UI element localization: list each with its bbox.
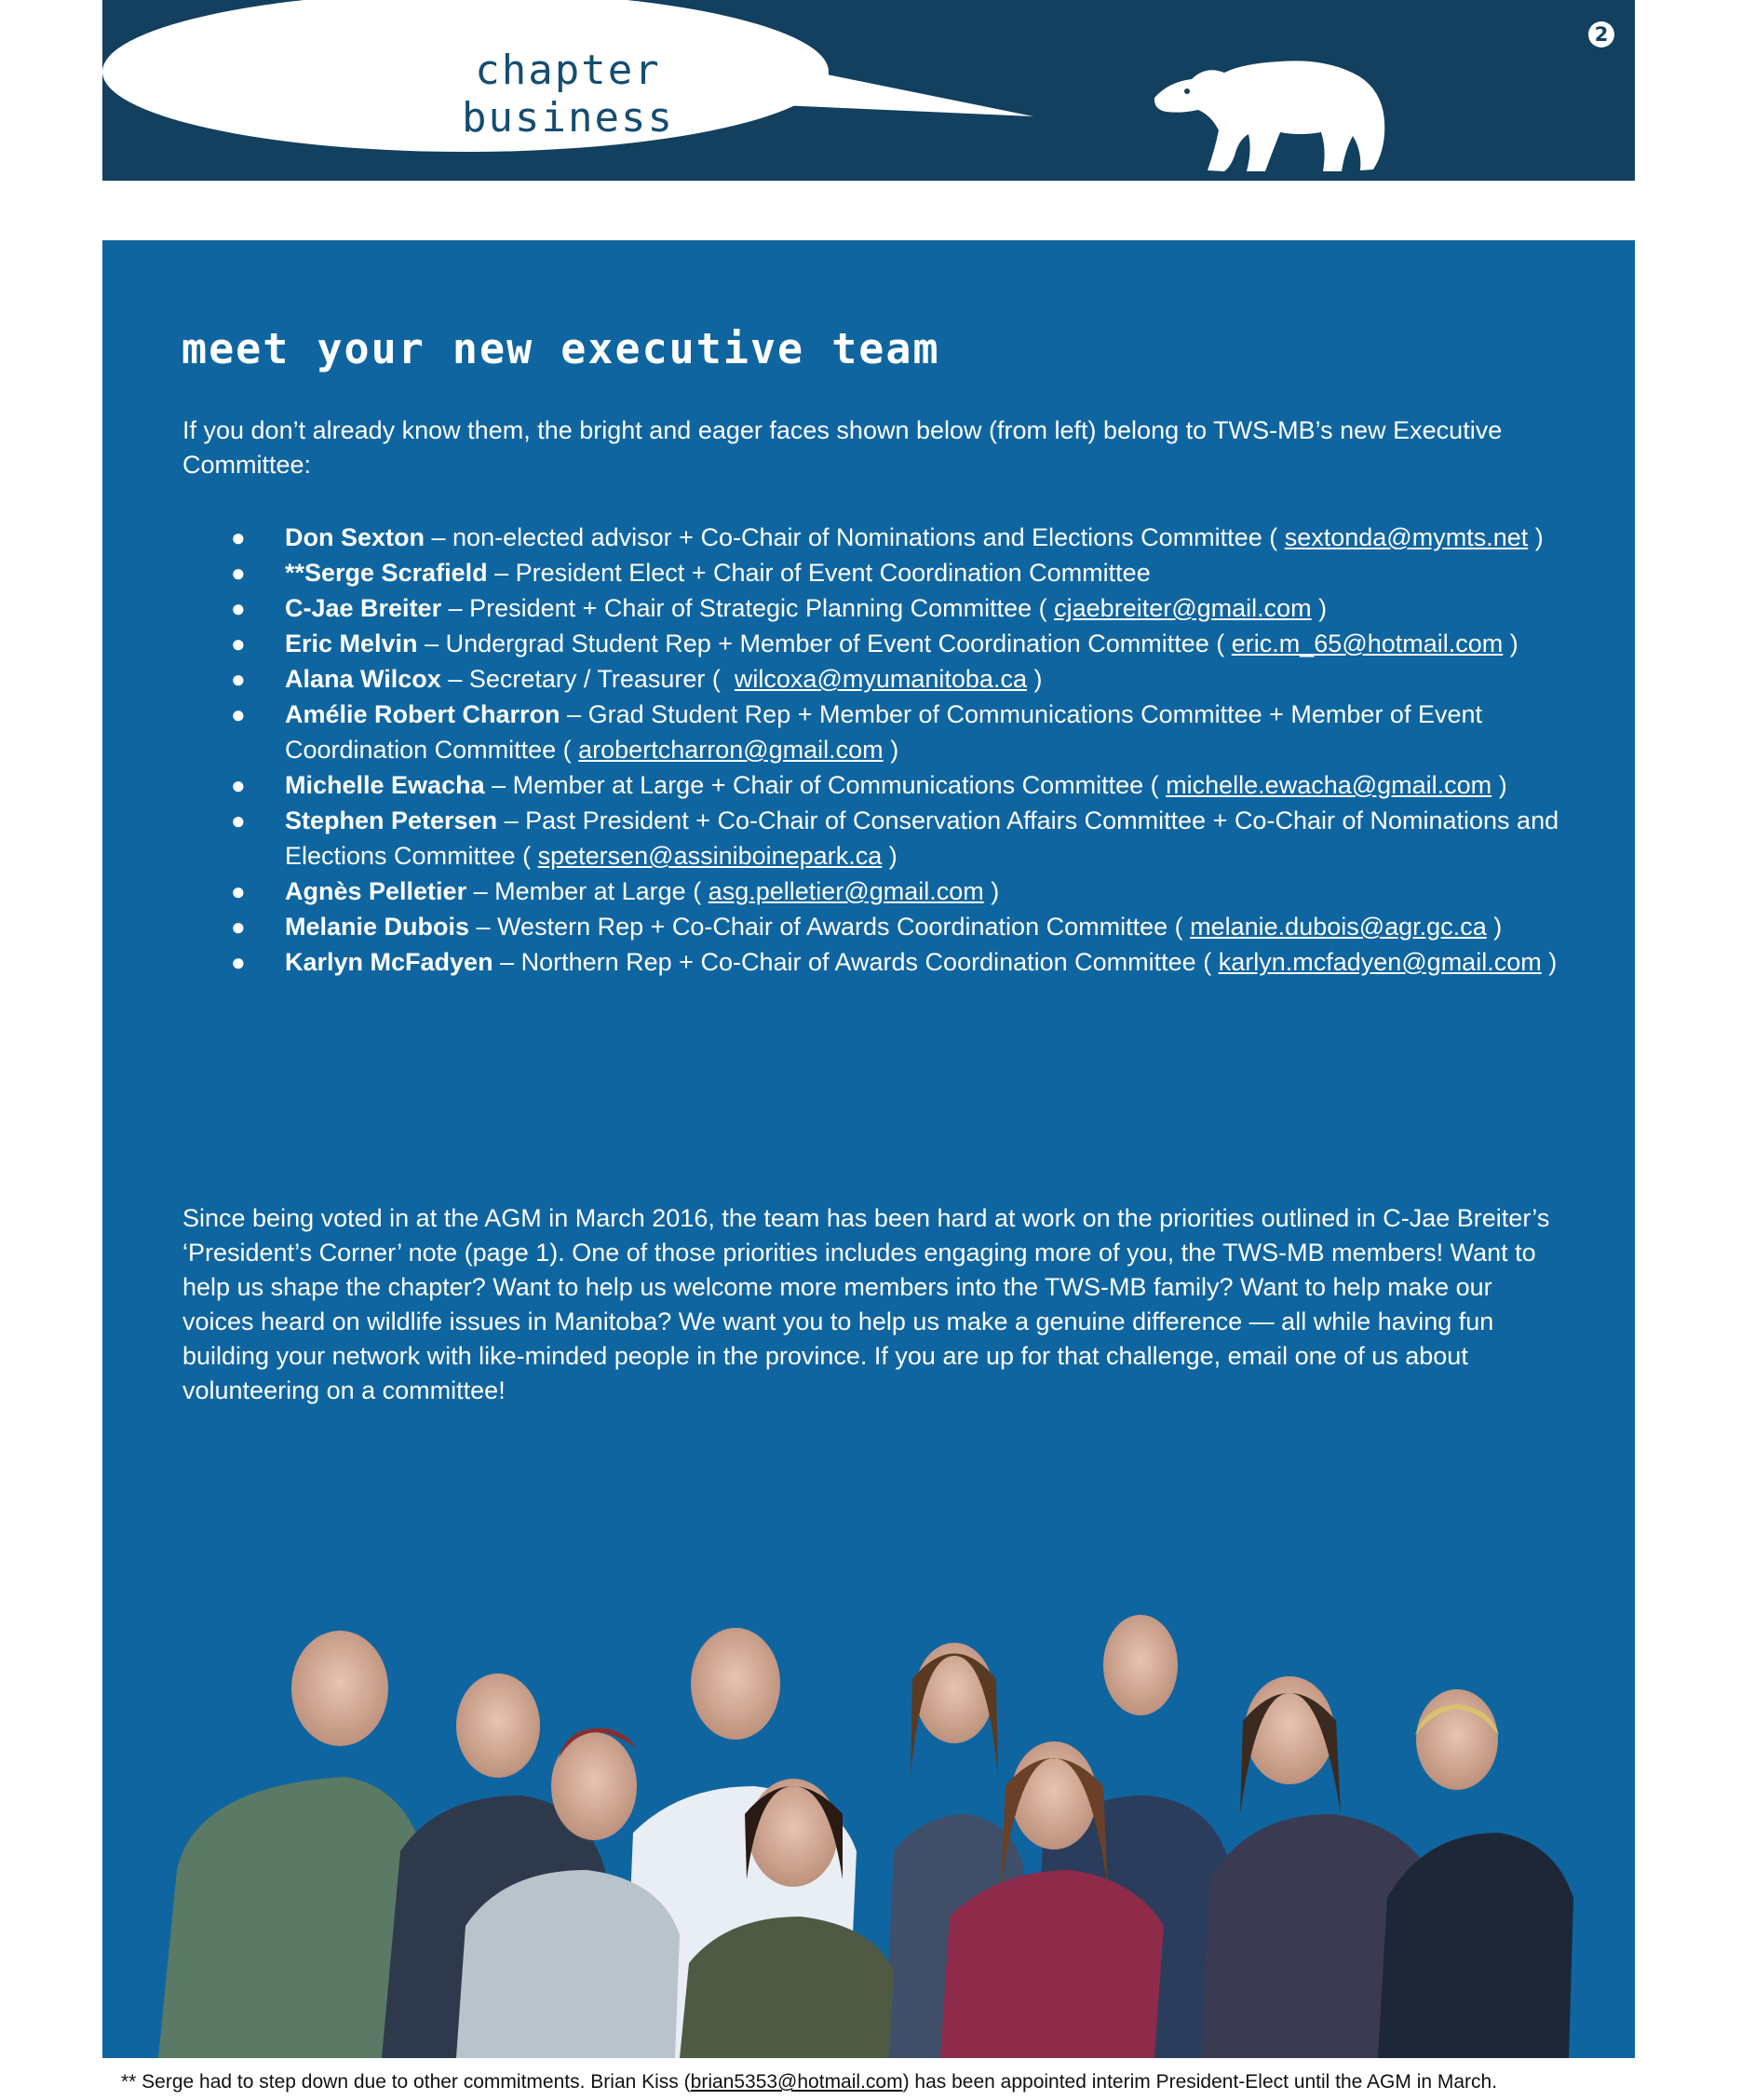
paren-close: ) [883, 736, 899, 764]
paren-open: ( [1262, 523, 1285, 551]
footnote-text-after: ) has been appointed interim President-Elect until the AGM in March. [902, 2071, 1498, 2093]
paren-close: ) [1503, 630, 1518, 657]
bullet-icon: ● [231, 877, 246, 905]
list-item [182, 626, 1560, 661]
member-email-link[interactable]: arobertcharron@gmail.com [578, 736, 884, 764]
list-item [182, 697, 1560, 767]
member-email-link[interactable]: michelle.ewacha@gmail.com [1166, 771, 1492, 799]
paren-open: ( [1167, 913, 1191, 941]
paren-open: ( [705, 665, 735, 693]
bullet-icon: ● [231, 948, 246, 976]
member-email-link[interactable]: sextonda@mymts.net [1284, 523, 1529, 551]
member-email-link[interactable]: cjaebreiter@gmail.com [1054, 594, 1312, 622]
footnote-text-before: ** Serge had to step down due to other commitments. Brian Kiss ( [121, 2071, 691, 2093]
member-name: Amélie Robert Charron [285, 700, 560, 728]
bullet-icon: ● [231, 771, 246, 799]
member-email-link[interactable]: spetersen@assiniboinepark.ca [537, 842, 883, 870]
polar-bear-icon [1150, 47, 1392, 177]
bullet-icon: ● [231, 559, 246, 587]
executive-list [182, 520, 1560, 980]
list-item [182, 767, 1560, 803]
member-role: – President Elect + Chair of Event Coordination Committee [487, 559, 1151, 587]
member-role: – non-elected advisor + Co-Chair of Nominations and Elections Committee [425, 523, 1262, 551]
member-role: – Undergrad Student Rep + Member of Event Coordination Committee [417, 630, 1209, 657]
member-role: – Member at Large + Chair of Communications Committee [484, 771, 1144, 799]
member-name: Michelle Ewacha [285, 771, 485, 799]
paren-close: ) [882, 842, 897, 870]
intro-paragraph: If you don’t already know them, the bright and eager faces shown below (from left) belong to TWS-MB’s new Executive Committee: [182, 416, 1503, 479]
bullet-icon: ● [231, 806, 246, 834]
member-role: – Member at Large [466, 877, 686, 905]
paren-open: ( [1032, 594, 1055, 622]
member-name: Don Sexton [285, 523, 425, 551]
paren-close: ) [983, 877, 1000, 905]
member-email-link[interactable]: wilcoxa@myumanitoba.ca [734, 665, 1027, 693]
list-item [182, 874, 1560, 909]
header-band [102, 0, 1635, 181]
bullet-icon: ● [231, 630, 246, 657]
list-item [182, 909, 1560, 944]
member-name: C-Jae Breiter [285, 594, 442, 622]
member-email-link[interactable]: asg.pelletier@gmail.com [708, 877, 984, 905]
member-name: Agnès Pelletier [285, 877, 467, 905]
member-name: Stephen Petersen [285, 806, 498, 834]
bullet-icon: ● [231, 665, 246, 693]
paren-open: ( [1208, 630, 1232, 657]
member-name: Melanie Dubois [285, 913, 470, 941]
team-photo [102, 1479, 1635, 2058]
paren-close: ) [1528, 523, 1544, 551]
article-panel [102, 240, 1635, 2058]
speech-bubble [102, 0, 1635, 181]
paren-open: ( [556, 736, 579, 764]
paren-open: ( [1195, 948, 1219, 976]
member-name: Eric Melvin [285, 630, 418, 657]
paren-close: ) [1311, 594, 1328, 622]
member-name: **Serge Scrafield [285, 559, 488, 587]
member-role: – Grad Student Rep + Member of Communications Committee + Member of Event Coordination Committee [285, 700, 1482, 764]
paren-close: ) [1486, 913, 1503, 941]
footnote-email-link[interactable]: brian5353@hotmail.com [690, 2071, 903, 2093]
footnote [121, 2071, 1648, 2093]
member-email-link[interactable]: karlyn.mcfadyen@gmail.com [1218, 948, 1542, 976]
paren-close: ) [1026, 665, 1043, 693]
list-item [182, 944, 1560, 980]
member-name: Karlyn McFadyen [285, 948, 493, 976]
member-role: – Past President + Co-Chair of Conservation Affairs Committee + Co-Chair of Nominations and Elections Committee [285, 806, 1559, 870]
list-item [182, 661, 1560, 697]
member-email-link[interactable]: melanie.dubois@agr.gc.ca [1190, 913, 1487, 941]
list-item [182, 520, 1560, 555]
article-title: meet your new executive team [182, 324, 940, 373]
paren-close: ) [1491, 771, 1507, 799]
list-item [182, 590, 1560, 626]
bullet-icon: ● [231, 913, 246, 941]
bullet-icon: ● [231, 594, 246, 622]
member-role: – Secretary / Treasurer [440, 665, 706, 693]
member-name: Alana Wilcox [285, 665, 441, 693]
outro-paragraph: Since being voted in at the AGM in March 2016, the team has been hard at work on the priorities outlined in C-Jae Breiter’s ‘President’s Corner’ note (page 1). One of those priorities includes engaging more of you, the TWS-MB members! Want to help us shape the chapter? Want to help us welcome more members into the TWS-MB family? Want to help make our voices heard on wildlife issues in Manitoba? We want you to help us make a genuine difference — all while having fun building your network with like-minded people in the province. If you are up for that challenge, email one of us about volunteering on a committee! [182, 1204, 1550, 1404]
bullet-icon: ● [231, 523, 246, 551]
paren-open: ( [685, 877, 709, 905]
paren-close: ) [1541, 948, 1558, 976]
member-role: – Northern Rep + Co-Chair of Awards Coordination Committee [493, 948, 1196, 976]
page-number: 2 [1588, 21, 1614, 47]
paren-open: ( [515, 842, 538, 870]
member-role: – Western Rep + Co-Chair of Awards Coordination Committee [469, 913, 1168, 941]
list-item [182, 803, 1560, 874]
section-label: chapter business [462, 47, 674, 142]
member-email-link[interactable]: eric.m_65@hotmail.com [1231, 630, 1504, 657]
bullet-icon: ● [231, 700, 246, 728]
paren-open: ( [1143, 771, 1167, 799]
member-role: – President + Chair of Strategic Planning Committee [441, 594, 1032, 622]
list-item [182, 555, 1560, 590]
